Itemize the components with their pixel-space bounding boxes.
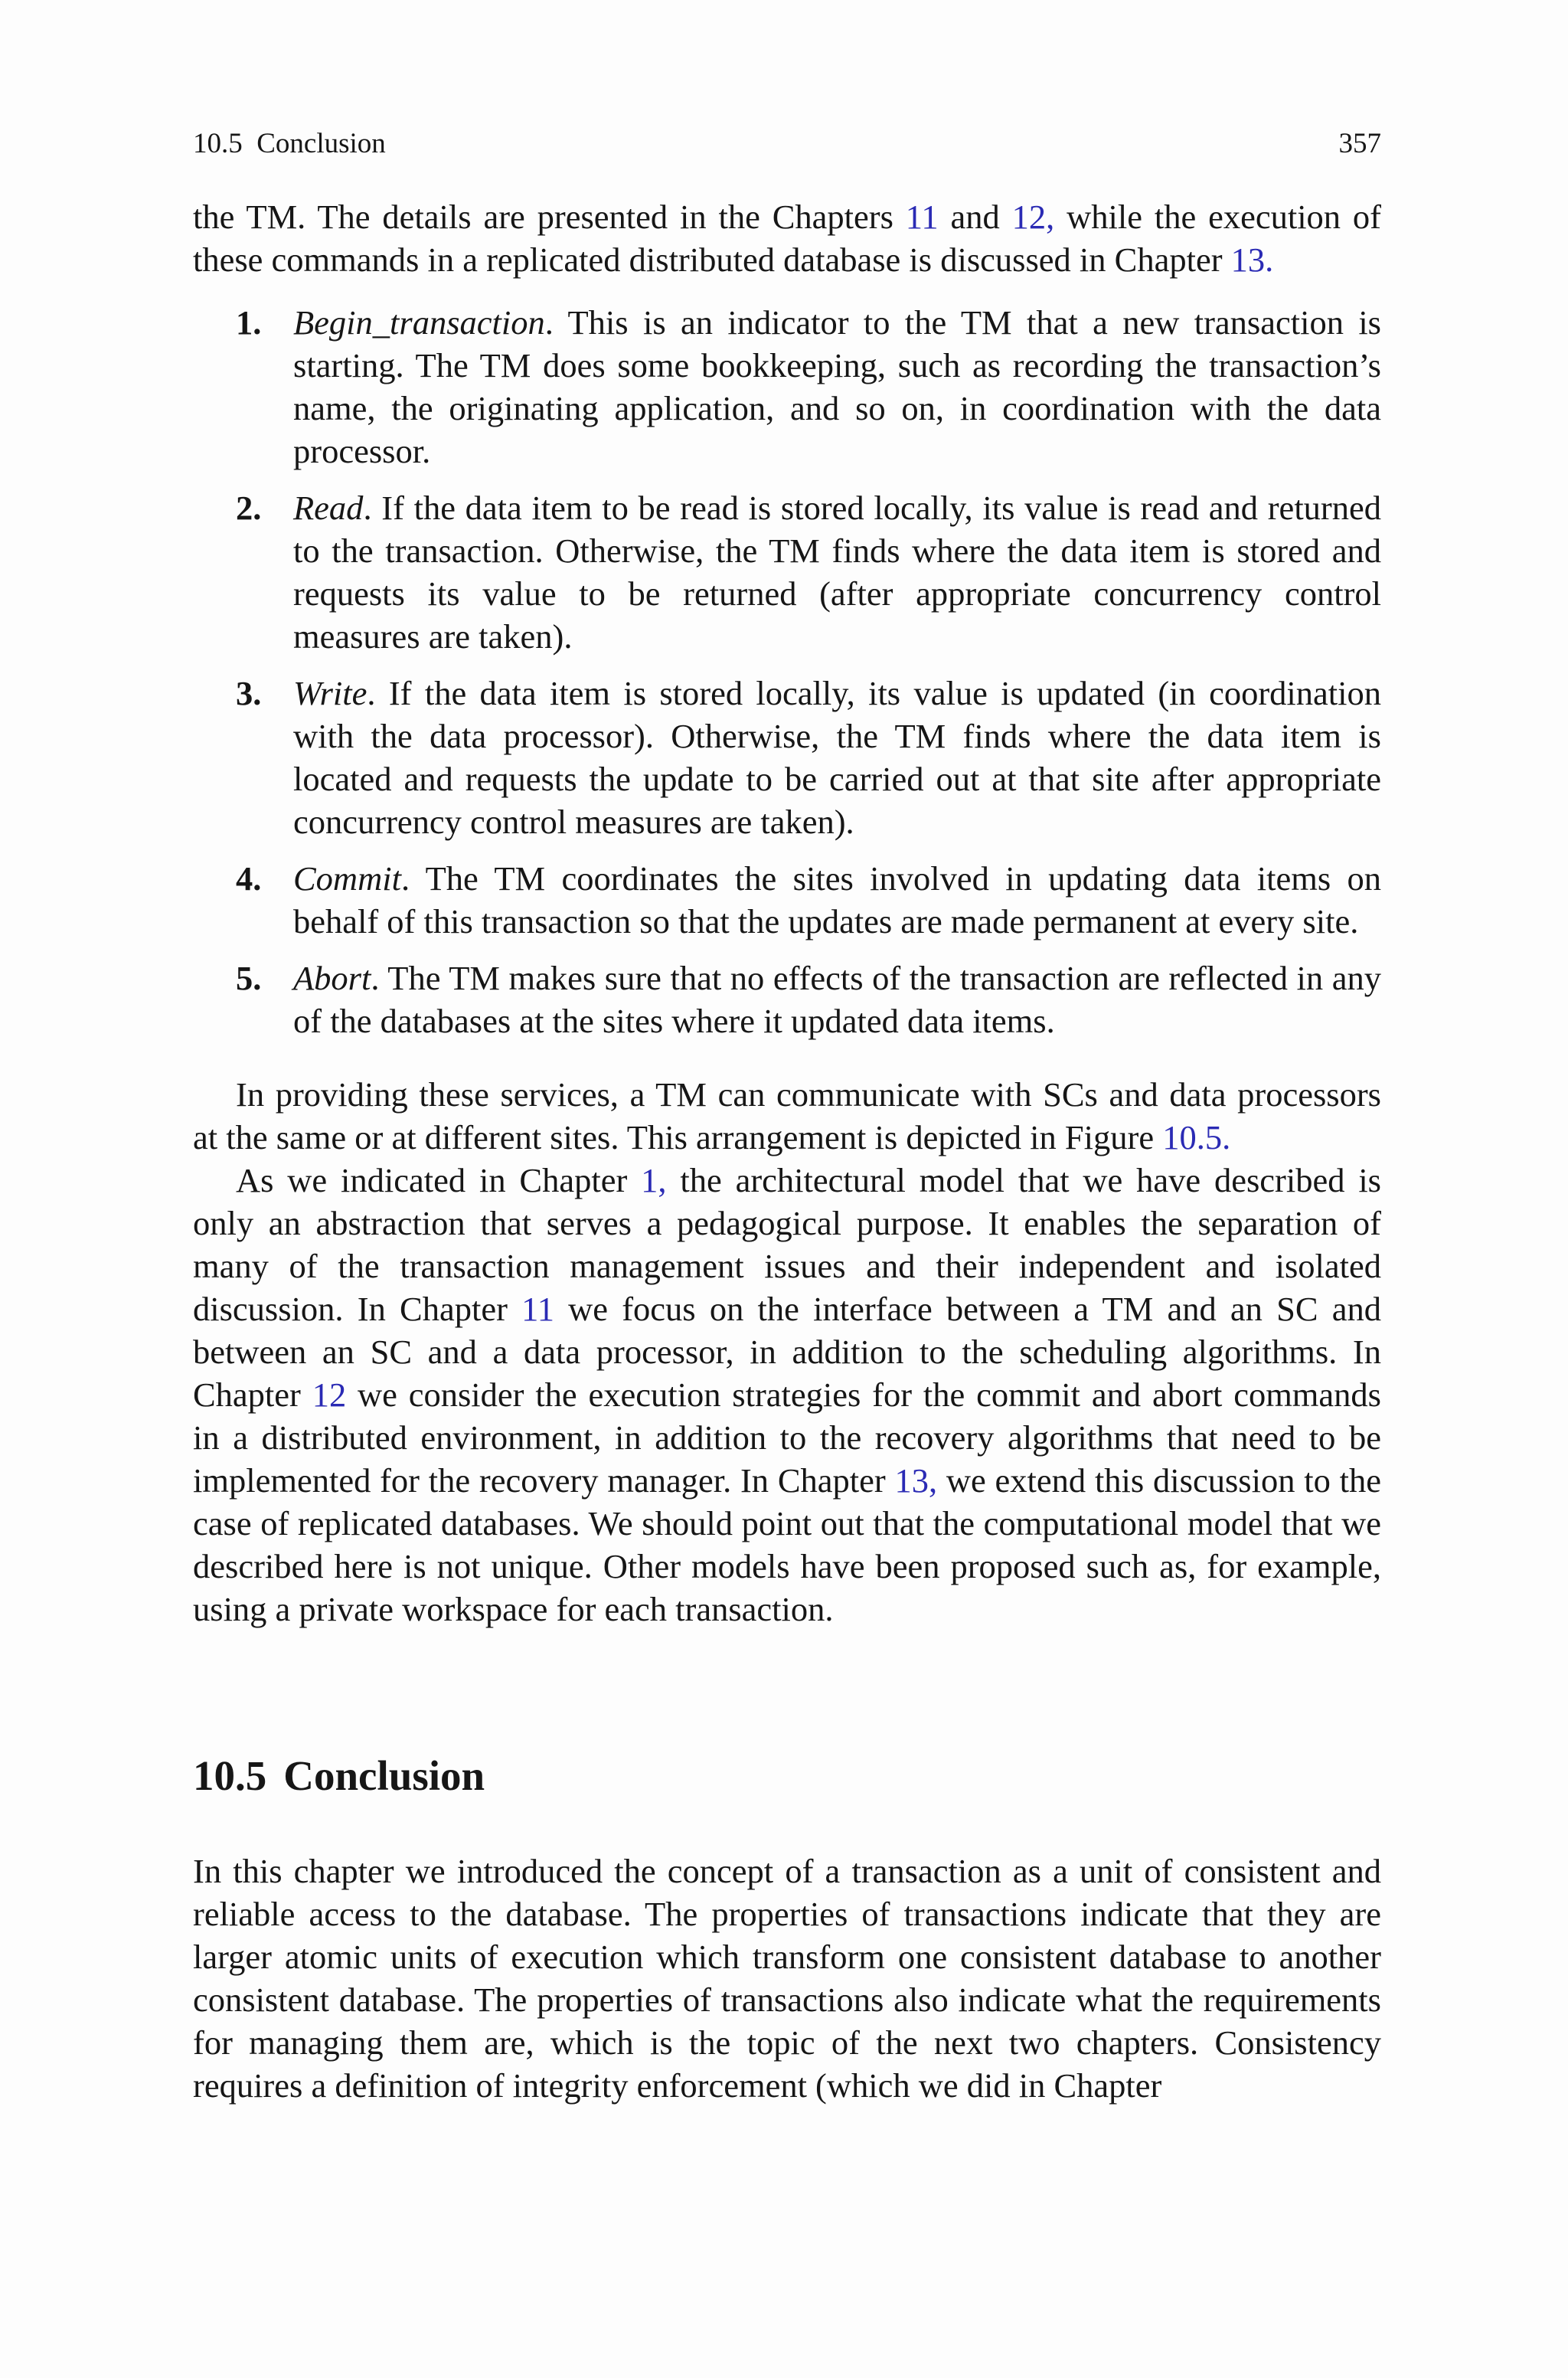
intro-text-1: the TM. The details are presented in the Chapters — [193, 198, 906, 236]
body-text — [193, 195, 1381, 2107]
model-text-2: the architectural model that we have described is only an abstraction that serves a pedagogical purpose. It enables the separation of many of the transaction management issues and their independent and isolated discussion. In Chapter — [193, 1161, 1382, 1328]
list-text: . This is an indicator to the TM that a new transaction is starting. The TM does some bookkeeping, such as recording the transaction’s name, the originating application, and so on, in coordination with the data processor. — [293, 303, 1381, 470]
services-text: In providing these services, a TM can communicate with SCs and data processors at the same or at different sites. This arrangement is depicted in Figure — [193, 1075, 1381, 1156]
intro-text-2: and — [938, 198, 1012, 236]
model-text-1: As we indicated in Chapter — [236, 1161, 642, 1199]
model-text-3: we focus on the interface between a TM and an SC and between an SC and a data processor, in addition to the scheduling algorithms. In Chapter — [193, 1290, 1381, 1414]
model-text-4: we consider the execution strategies for the commit and abort commands in a distributed environment, in addition to the recovery algorithms that need to be implemented for the recovery manager. In Chapter — [193, 1375, 1381, 1500]
chapter-12-link[interactable]: 12 — [312, 1375, 347, 1414]
list-number: 5. — [236, 959, 262, 997]
chapter-12-link[interactable]: 12, — [1011, 198, 1055, 236]
chapter-13-link[interactable]: 13. — [1230, 240, 1274, 279]
list-number: 2. — [236, 489, 262, 527]
chapter-13-link[interactable]: 13, — [894, 1461, 938, 1500]
chapter-11-link[interactable]: 11 — [905, 198, 939, 236]
conclusion-paragraph: In this chapter we introduced the concept of a transaction as a unit of consistent and reliable access to the database. The properties of transactions indicate that they are larger atomic units of execution which transform one consistent database to another consistent database. The properties of transactions also indicate what the requirements for managing them are, which is the topic of the next two chapters. Consistency requires a definition of integrity enforcement (which we did in Chapter — [193, 1852, 1381, 2105]
page-number: 357 — [1338, 128, 1381, 159]
list-item-write — [236, 672, 1381, 843]
list-term: Commit — [293, 859, 401, 898]
list-text: . The TM makes sure that no effects of the transaction are reflected in any of the databases at the sites where it updated data items. — [293, 959, 1381, 1040]
intro-paragraph — [193, 195, 1381, 281]
list-term: Abort — [293, 959, 371, 997]
intro-text-3: while the execution of these commands in a replicated distributed database is discussed in Chapter — [193, 198, 1381, 279]
list-term: Write — [293, 674, 368, 712]
list-text: . The TM coordinates the sites involved in updating data items on behalf of this transaction so that the updates are made permanent at every site. — [293, 859, 1381, 940]
section-title: Conclusion — [283, 1752, 485, 1799]
list-item-commit — [236, 857, 1381, 943]
list-text: . If the data item is stored locally, its value is updated (in coordination with the data processor). Otherwise, the TM finds where the data item is located and requests the update to be carried out at that site after appropriate concurrency control measures are taken). — [293, 674, 1381, 841]
list-item-read — [236, 486, 1381, 658]
list-term: Read — [293, 489, 364, 527]
services-paragraph — [193, 1073, 1381, 1159]
list-number: 3. — [236, 674, 262, 712]
list-item-begin-transaction — [236, 301, 1381, 473]
model-text-5: we extend this discussion to the case of replicated databases. We should point out that the computational model that we described here is not unique. Other models have been proposed such as, for example, using a private workspace for each transaction. — [193, 1461, 1381, 1628]
chapter-1-link[interactable]: 1, — [641, 1161, 667, 1199]
list-text: . If the data item to be read is stored locally, its value is read and returned to the transaction. Otherwise, the TM finds where the data item is stored and requests its value to be returned (after appropriate concurrency control measures are taken). — [293, 489, 1381, 656]
running-head-section: 10.5 Conclusion — [193, 128, 386, 159]
figure-10-5-link[interactable]: 10.5. — [1162, 1118, 1231, 1156]
section-number: 10.5 — [193, 1752, 267, 1799]
list-item-abort — [236, 957, 1381, 1042]
model-paragraph — [193, 1159, 1381, 1631]
tm-commands-list — [193, 301, 1381, 1042]
list-number: 4. — [236, 859, 262, 898]
list-number: 1. — [236, 303, 262, 342]
list-term: Begin_transaction — [293, 303, 545, 342]
section-heading — [193, 1752, 1381, 1801]
chapter-11-link[interactable]: 11 — [521, 1290, 554, 1328]
